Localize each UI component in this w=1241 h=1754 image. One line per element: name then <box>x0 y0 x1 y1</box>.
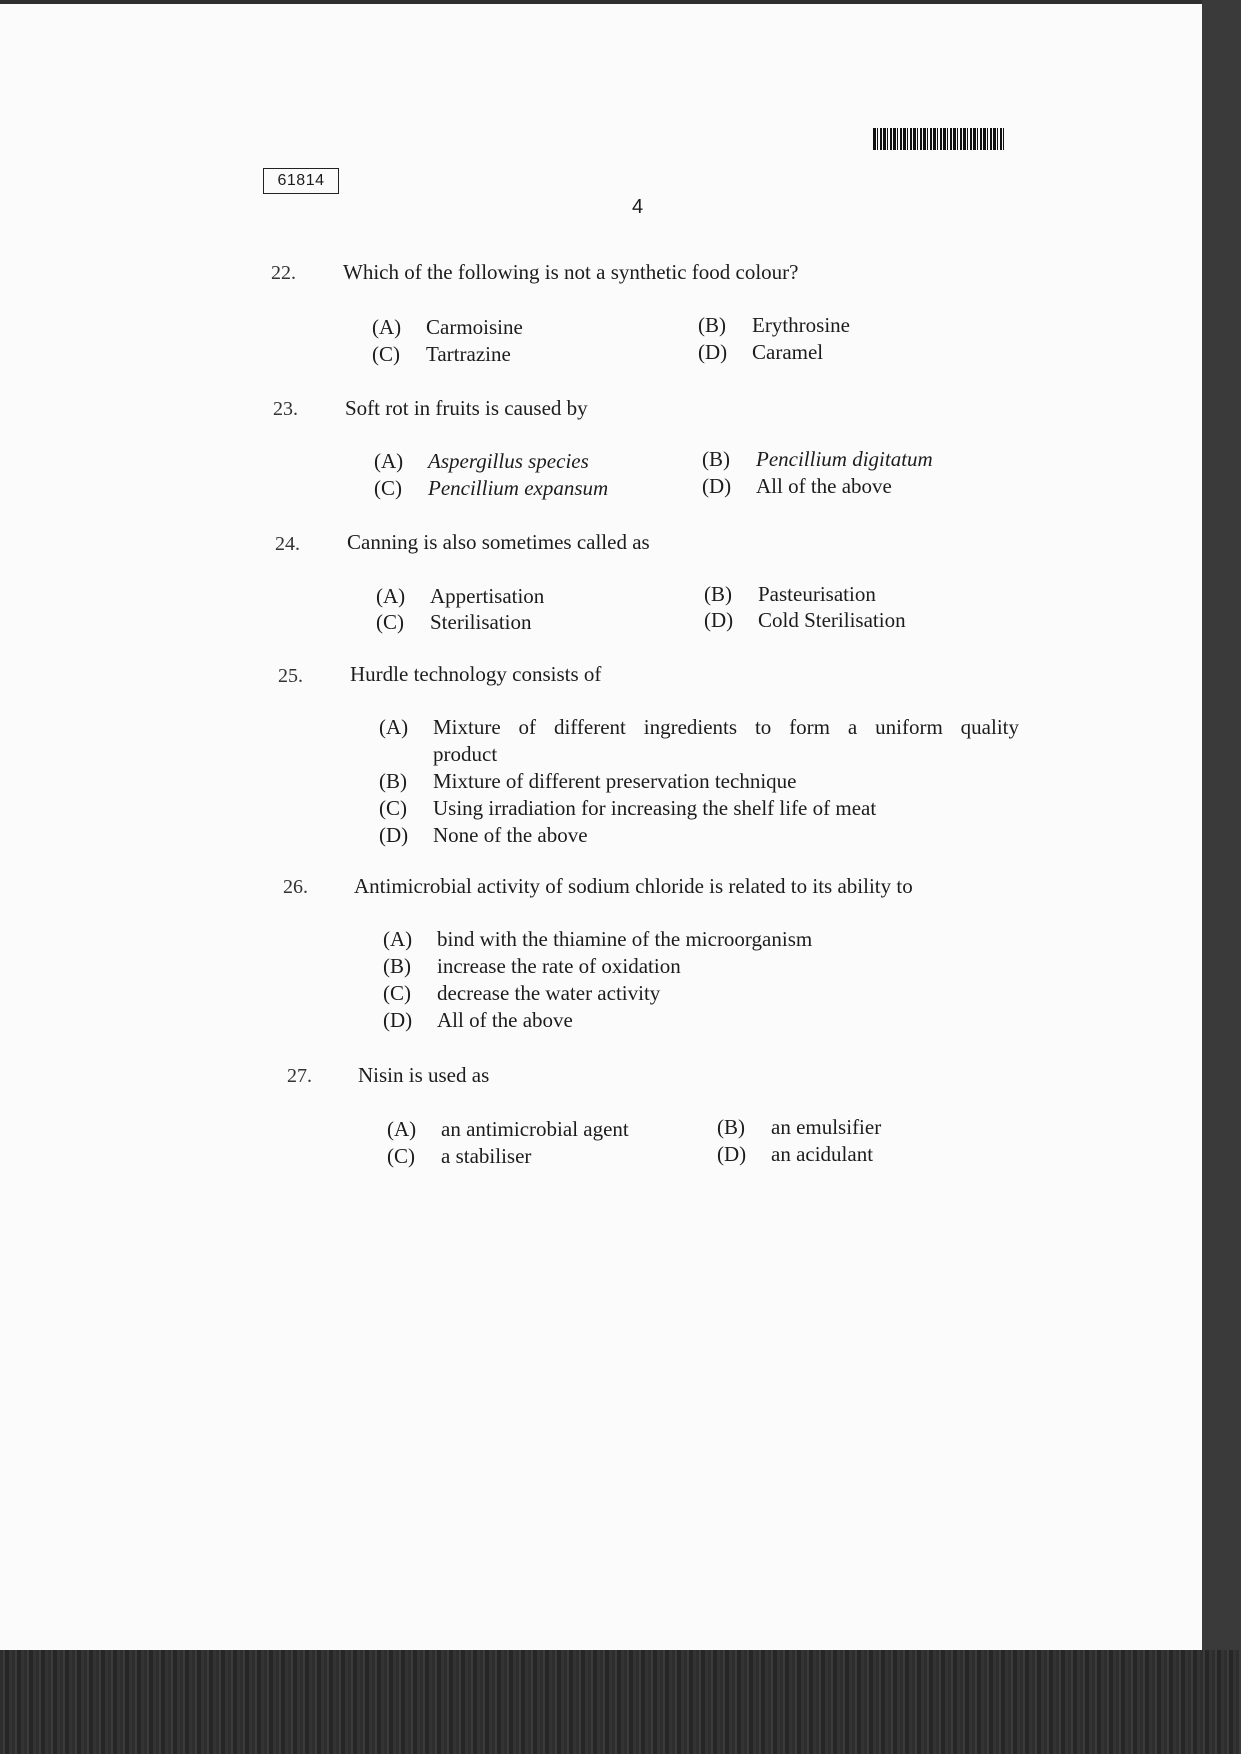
option-text: Erythrosine <box>752 313 850 337</box>
option-label: (B) <box>379 769 407 793</box>
option-text: Cold Sterilisation <box>758 608 906 632</box>
option-label: (B) <box>704 582 732 606</box>
option-text: bind with the thiamine of the microorganism <box>437 927 813 951</box>
option-text: Pasteurisation <box>758 582 876 606</box>
question-number: 22. <box>271 262 296 284</box>
option-label: (C) <box>387 1144 415 1168</box>
option-label: (D) <box>717 1142 747 1166</box>
option-text: decrease the water activity <box>437 981 661 1005</box>
option-text: Using irradiation for increasing the shelf life of meat <box>433 796 877 820</box>
option-c <box>374 476 608 501</box>
option-text: an antimicrobial agent <box>441 1117 629 1141</box>
option-label: (B) <box>383 954 411 978</box>
option-b <box>704 582 876 607</box>
option-label: (D) <box>704 608 734 632</box>
option-a <box>379 714 1019 741</box>
option-d <box>379 822 1019 849</box>
option-text-line2: product <box>433 742 498 766</box>
option-text: Pencillium digitatum <box>756 447 933 471</box>
option-a-continuation <box>379 741 1019 768</box>
option-b <box>702 447 933 472</box>
option-text: Appertisation <box>430 584 545 608</box>
option-text: Carmoisine <box>426 315 523 339</box>
option-list <box>383 926 943 1034</box>
option-text: All of the above <box>756 474 892 498</box>
option-text: increase the rate of oxidation <box>437 954 681 978</box>
option-b <box>717 1115 881 1140</box>
option-c <box>376 610 532 635</box>
barcode <box>873 128 1004 150</box>
question-text: Which of the following is not a synthetic food colour? <box>343 260 799 284</box>
option-label: (C) <box>379 796 407 820</box>
option-label: (C) <box>376 610 404 634</box>
page-number: 4 <box>632 196 644 218</box>
option-label: (A) <box>387 1117 417 1141</box>
option-d <box>704 608 906 633</box>
question-number: 26. <box>283 876 308 898</box>
option-text: Aspergillus species <box>428 449 589 473</box>
option-label: (D) <box>702 474 732 498</box>
option-text: Sterilisation <box>430 610 532 634</box>
scan-right-edge <box>1202 0 1241 1754</box>
option-a <box>376 584 544 609</box>
option-text: a stabiliser <box>441 1144 532 1168</box>
question-text: Antimicrobial activity of sodium chloride is related to its ability to <box>354 874 913 898</box>
option-list <box>379 714 1019 849</box>
option-label: (C) <box>372 342 400 366</box>
paper-code-box: 61814 <box>263 168 339 194</box>
option-text: an emulsifier <box>771 1115 882 1139</box>
option-d <box>698 340 823 365</box>
option-label: (D) <box>383 1008 413 1032</box>
option-c <box>387 1144 531 1169</box>
option-a <box>387 1117 629 1142</box>
question-number: 24. <box>275 533 300 555</box>
option-text: All of the above <box>437 1008 573 1032</box>
question-text: Hurdle technology consists of <box>350 662 602 686</box>
option-b <box>379 768 1019 795</box>
option-text: Pencillium expansum <box>428 476 609 500</box>
option-d <box>717 1142 873 1167</box>
option-b <box>383 953 943 980</box>
option-label: (B) <box>717 1115 745 1139</box>
option-label: (D) <box>379 823 409 847</box>
option-label: (B) <box>698 313 726 337</box>
question-text: Nisin is used as <box>358 1063 490 1087</box>
option-d <box>383 1007 943 1034</box>
question-number: 23. <box>273 398 298 420</box>
option-label: (A) <box>374 449 404 473</box>
option-a <box>383 926 943 953</box>
option-text: Caramel <box>752 340 824 364</box>
option-label: (A) <box>379 715 409 739</box>
option-label: (A) <box>376 584 406 608</box>
option-c <box>372 342 511 367</box>
option-d <box>702 474 892 499</box>
option-text: an acidulant <box>771 1142 874 1166</box>
option-text-line1: Mixture of different ingredients to form a uniform quality <box>433 715 1019 739</box>
option-a <box>372 315 523 340</box>
question-number: 27. <box>287 1065 312 1087</box>
option-label: (C) <box>383 981 411 1005</box>
option-label: (D) <box>698 340 728 364</box>
option-c <box>379 795 1019 822</box>
option-label: (A) <box>383 927 413 951</box>
option-a <box>374 449 589 474</box>
option-b <box>698 313 850 338</box>
option-text: Mixture of different preservation technique <box>433 769 797 793</box>
question-number: 25. <box>278 665 303 687</box>
question-text: Canning is also sometimes called as <box>347 530 650 554</box>
option-label: (B) <box>702 447 730 471</box>
option-c <box>383 980 943 1007</box>
scan-bottom-edge <box>0 1650 1241 1754</box>
question-text: Soft rot in fruits is caused by <box>345 396 588 420</box>
option-label: (A) <box>372 315 402 339</box>
option-text: Tartrazine <box>426 342 511 366</box>
option-text: None of the above <box>433 823 588 847</box>
option-label: (C) <box>374 476 402 500</box>
